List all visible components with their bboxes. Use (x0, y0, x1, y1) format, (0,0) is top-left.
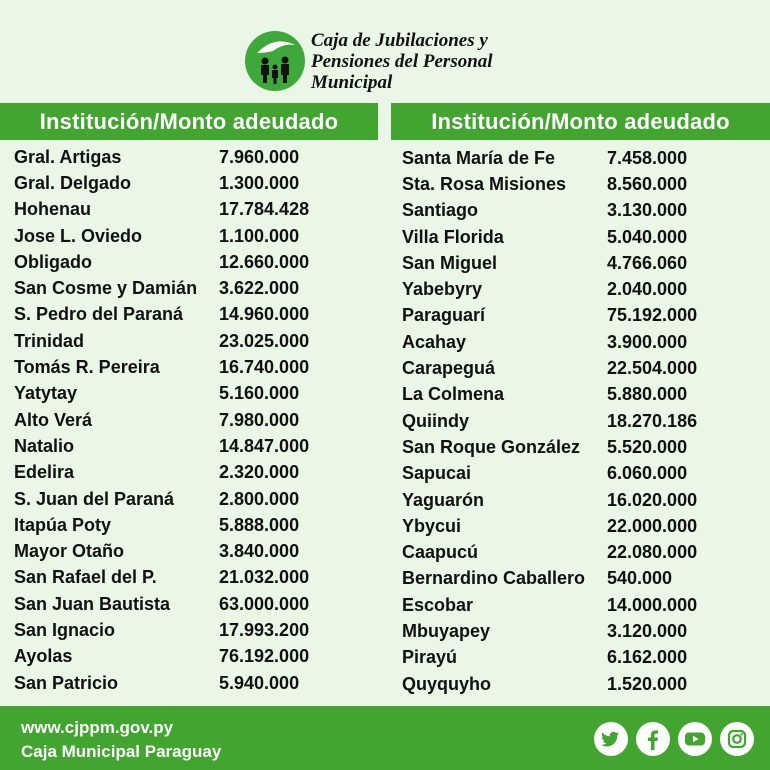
debt-amount: 3.130.000 (607, 200, 688, 221)
logo (245, 31, 305, 91)
table-row (14, 275, 300, 301)
debt-amount: 17.993.200 (219, 619, 310, 640)
institution-name: San Roque González (402, 436, 581, 457)
debt-amount: 2.800.000 (219, 488, 300, 509)
debt-amount: 540.000 (607, 568, 673, 589)
institution-name: Tomás R. Pereira (14, 357, 160, 378)
debt-amount: 7.458.000 (607, 147, 688, 168)
table-row (14, 565, 310, 591)
debt-amount: 5.888.000 (219, 514, 300, 535)
left-column-header: Institución/Monto adeudado (0, 103, 378, 140)
institution-name: Yatytay (14, 383, 78, 404)
institution-name: Quiindy (402, 410, 469, 431)
table-row (402, 645, 688, 671)
debt-amount: 6.060.000 (607, 463, 688, 484)
debt-amount: 5.520.000 (607, 436, 688, 457)
debt-amount: 5.940.000 (219, 672, 300, 693)
debt-amount: 22.080.000 (607, 542, 698, 563)
table-row (402, 224, 688, 250)
table-row (402, 513, 698, 539)
debt-amount: 3.840.000 (219, 541, 300, 562)
institution-name: Sapucai (402, 463, 472, 484)
table-row (14, 170, 300, 196)
table-row (14, 354, 310, 380)
debt-amount: 14.000.000 (607, 594, 698, 615)
institution-name: Sta. Rosa Misiones (402, 173, 567, 194)
table-row (14, 223, 300, 249)
debt-amount: 7.980.000 (219, 409, 300, 430)
table-row (402, 618, 688, 644)
institution-name: Obligado (14, 251, 92, 272)
table-row (402, 487, 698, 513)
institution-name: Ayolas (14, 646, 73, 667)
table-row (402, 434, 688, 460)
institution-name: Paraguarí (402, 305, 486, 326)
table-row (402, 171, 688, 197)
footer-tagline: Caja Municipal Paraguay (21, 742, 222, 761)
institution-name: Gral. Artigas (14, 146, 122, 167)
institution-name: Caapucú (402, 542, 479, 563)
debt-amount: 17.784.428 (219, 199, 310, 220)
institution-name: Jose L. Oviedo (14, 225, 143, 246)
org-name-line3: Municipal (311, 71, 393, 93)
table-row (402, 539, 698, 565)
table-row (14, 486, 300, 512)
table-row (14, 591, 310, 617)
org-name-line1: Caja de Jubilaciones y (311, 29, 488, 51)
institution-name: Pirayú (402, 647, 458, 668)
table-row (14, 328, 310, 354)
institution-name: La Colmena (402, 384, 505, 405)
institution-name: S. Juan del Paraná (14, 488, 175, 509)
debt-amount: 5.880.000 (607, 384, 688, 405)
institution-name: Alto Verá (14, 409, 93, 430)
debt-amount: 1.100.000 (219, 225, 300, 246)
table-row (14, 197, 310, 223)
debt-amount: 23.025.000 (219, 330, 310, 351)
institution-name: Gral. Delgado (14, 172, 132, 193)
table-row (402, 592, 698, 618)
debt-amount: 12.660.000 (219, 251, 310, 272)
table-row (14, 617, 310, 643)
debt-amount: 75.192.000 (607, 305, 698, 326)
twitter-icon[interactable] (594, 722, 628, 756)
debt-amount: 16.020.000 (607, 489, 698, 510)
facebook-icon[interactable] (636, 722, 670, 756)
table-row (402, 145, 688, 171)
right-column-header: Institución/Monto adeudado (391, 103, 770, 140)
institution-name: San Ignacio (14, 619, 116, 640)
right-debt-list (402, 145, 698, 697)
institution-name: Itapúa Poty (14, 514, 112, 535)
debt-amount: 16.740.000 (219, 357, 310, 378)
org-name-line2: Pensiones del Personal (311, 50, 493, 72)
institution-name: Edelira (14, 462, 75, 483)
institution-name: Yaguarón (402, 489, 485, 510)
debt-amount: 8.560.000 (607, 173, 688, 194)
footer (0, 706, 770, 770)
institution-name: Carapeguá (402, 358, 496, 379)
institution-name: San Miguel (402, 252, 498, 273)
debt-amount: 6.162.000 (607, 647, 688, 668)
institution-name: San Juan Bautista (14, 593, 171, 614)
table-row (402, 566, 673, 592)
table-row (402, 461, 688, 487)
debt-amount: 21.032.000 (219, 567, 310, 588)
table-row (14, 512, 300, 538)
institution-name: S. Pedro del Paraná (14, 304, 184, 325)
debt-amount: 14.847.000 (219, 435, 310, 456)
institution-name: Villa Florida (402, 226, 504, 247)
table-row (402, 303, 698, 329)
debt-amount: 7.960.000 (219, 146, 300, 167)
youtube-icon[interactable] (678, 722, 712, 756)
institution-name: Escobar (402, 594, 474, 615)
debt-amount: 18.270.186 (607, 410, 698, 431)
header (245, 26, 565, 96)
table-row (402, 276, 688, 302)
institution-name: San Rafael del P. (14, 567, 157, 588)
institution-name: San Patricio (14, 672, 119, 693)
debt-amount: 2.320.000 (219, 462, 300, 483)
table-row (402, 408, 698, 434)
website-link[interactable]: www.cjppm.gov.py (21, 718, 174, 737)
instagram-icon[interactable] (720, 722, 754, 756)
debt-amount: 5.040.000 (607, 226, 688, 247)
table-row (402, 382, 688, 408)
debt-amount: 1.300.000 (219, 172, 300, 193)
debt-amount: 3.622.000 (219, 278, 300, 299)
institution-name: Santa María de Fe (402, 147, 556, 168)
debt-amount: 3.120.000 (607, 620, 688, 641)
debt-amount: 63.000.000 (219, 593, 310, 614)
table-row (402, 198, 688, 224)
table-row (14, 433, 310, 459)
debt-amount: 4.766.060 (607, 252, 688, 273)
institution-name: Ybycui (402, 515, 462, 536)
table-row (14, 538, 300, 564)
debt-amount: 22.000.000 (607, 515, 698, 536)
table-row (14, 302, 310, 328)
institution-name: Quyquyho (402, 673, 491, 694)
organization-name (311, 30, 493, 93)
debt-amount: 5.160.000 (219, 383, 300, 404)
debt-amount: 1.520.000 (607, 673, 688, 694)
debt-amount: 2.040.000 (607, 279, 688, 300)
institution-name: Acahay (402, 331, 467, 352)
table-row (14, 460, 300, 486)
table-row (402, 355, 698, 381)
table-row (402, 250, 688, 276)
institution-name: Bernardino Caballero (402, 568, 586, 589)
institution-name: Yabebyry (402, 279, 483, 300)
institution-name: Trinidad (14, 330, 85, 351)
institution-name: Natalio (14, 435, 75, 456)
table-row (14, 249, 310, 275)
institution-name: San Cosme y Damián (14, 278, 198, 299)
institution-name: Mayor Otaño (14, 541, 125, 562)
table-row (14, 644, 310, 670)
debt-amount: 14.960.000 (219, 304, 310, 325)
debt-amount: 3.900.000 (607, 331, 688, 352)
institution-name: Santiago (402, 200, 479, 221)
table-row (14, 381, 300, 407)
debt-amount: 22.504.000 (607, 358, 698, 379)
table-row (14, 670, 300, 696)
institution-name: Mbuyapey (402, 620, 491, 641)
table-row (402, 329, 688, 355)
table-row (14, 407, 300, 433)
debt-amount: 76.192.000 (219, 646, 310, 667)
institution-name: Hohenau (14, 199, 92, 220)
left-debt-list (14, 144, 310, 696)
table-row (14, 144, 300, 170)
table-row (402, 671, 688, 697)
